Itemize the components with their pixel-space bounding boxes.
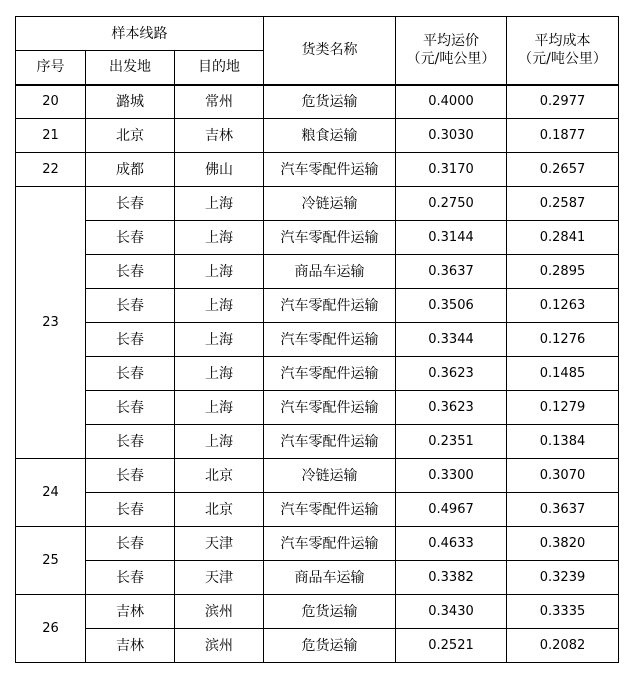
cargo-cell: 危货运输 bbox=[264, 85, 396, 119]
seq-cell: 22 bbox=[16, 153, 86, 187]
origin-cell: 长春 bbox=[86, 391, 175, 425]
avg-cost-cell: 0.2841 bbox=[507, 221, 619, 255]
header-avg-cost-title: 平均成本 bbox=[534, 33, 591, 50]
table-row bbox=[16, 527, 619, 561]
avg-cost-cell: 0.2082 bbox=[507, 629, 619, 663]
cargo-cell: 冷链运输 bbox=[264, 459, 396, 493]
table-row bbox=[16, 153, 619, 187]
table-row bbox=[16, 425, 619, 459]
table-row bbox=[16, 221, 619, 255]
destination-cell: 常州 bbox=[175, 85, 264, 119]
destination-cell: 佛山 bbox=[175, 153, 264, 187]
avg-price-cell: 0.4633 bbox=[396, 527, 507, 561]
destination-cell: 吉林 bbox=[175, 119, 264, 153]
table-row bbox=[16, 595, 619, 629]
table-row bbox=[16, 493, 619, 527]
table-row bbox=[16, 187, 619, 221]
avg-cost-cell: 0.1485 bbox=[507, 357, 619, 391]
seq-cell: 21 bbox=[16, 119, 86, 153]
destination-cell: 北京 bbox=[175, 459, 264, 493]
avg-cost-cell: 0.3637 bbox=[507, 493, 619, 527]
avg-price-cell: 0.3170 bbox=[396, 153, 507, 187]
header-avg-price-title: 平均运价 bbox=[423, 33, 479, 50]
table-row bbox=[16, 629, 619, 663]
avg-price-cell: 0.3144 bbox=[396, 221, 507, 255]
origin-cell: 长春 bbox=[86, 527, 175, 561]
origin-cell: 长春 bbox=[86, 323, 175, 357]
header-destination: 目的地 bbox=[175, 51, 264, 85]
avg-price-cell: 0.3030 bbox=[396, 119, 507, 153]
avg-cost-cell: 0.2587 bbox=[507, 187, 619, 221]
cargo-cell: 汽车零配件运输 bbox=[264, 493, 396, 527]
avg-price-cell: 0.3506 bbox=[396, 289, 507, 323]
origin-cell: 长春 bbox=[86, 187, 175, 221]
destination-cell: 上海 bbox=[175, 391, 264, 425]
header-avg-price bbox=[396, 17, 507, 85]
cargo-cell: 汽车零配件运输 bbox=[264, 289, 396, 323]
cargo-cell: 汽车零配件运输 bbox=[264, 153, 396, 187]
origin-cell: 成都 bbox=[86, 153, 175, 187]
avg-price-cell: 0.3382 bbox=[396, 561, 507, 595]
origin-cell: 吉林 bbox=[86, 595, 175, 629]
seq-cell: 26 bbox=[16, 595, 86, 663]
header-cargo-name: 货类名称 bbox=[264, 17, 396, 85]
seq-cell: 23 bbox=[16, 187, 86, 459]
origin-cell: 长春 bbox=[86, 289, 175, 323]
origin-cell: 潞城 bbox=[86, 85, 175, 119]
origin-cell: 长春 bbox=[86, 357, 175, 391]
avg-cost-cell: 0.3070 bbox=[507, 459, 619, 493]
table-row bbox=[16, 391, 619, 425]
avg-price-cell: 0.3300 bbox=[396, 459, 507, 493]
header-avg-cost bbox=[507, 17, 619, 85]
avg-price-cell: 0.4000 bbox=[396, 85, 507, 119]
origin-cell: 长春 bbox=[86, 459, 175, 493]
origin-cell: 吉林 bbox=[86, 629, 175, 663]
destination-cell: 滨州 bbox=[175, 595, 264, 629]
table-row bbox=[16, 289, 619, 323]
avg-price-cell: 0.2750 bbox=[396, 187, 507, 221]
cargo-cell: 危货运输 bbox=[264, 629, 396, 663]
seq-cell: 25 bbox=[16, 527, 86, 595]
header-seq: 序号 bbox=[16, 51, 86, 85]
origin-cell: 北京 bbox=[86, 119, 175, 153]
table-row bbox=[16, 85, 619, 119]
avg-cost-cell: 0.1263 bbox=[507, 289, 619, 323]
origin-cell: 长春 bbox=[86, 493, 175, 527]
avg-cost-cell: 0.2977 bbox=[507, 85, 619, 119]
avg-price-cell: 0.4967 bbox=[396, 493, 507, 527]
avg-price-cell: 0.2521 bbox=[396, 629, 507, 663]
table-row bbox=[16, 119, 619, 153]
avg-price-cell: 0.3430 bbox=[396, 595, 507, 629]
table-row bbox=[16, 561, 619, 595]
avg-cost-cell: 0.1279 bbox=[507, 391, 619, 425]
cargo-cell: 商品车运输 bbox=[264, 255, 396, 289]
avg-price-cell: 0.3637 bbox=[396, 255, 507, 289]
table-body bbox=[16, 85, 619, 663]
destination-cell: 上海 bbox=[175, 425, 264, 459]
header-avg-cost-unit: （元/吨公里） bbox=[518, 51, 607, 68]
cargo-cell: 粮食运输 bbox=[264, 119, 396, 153]
destination-cell: 北京 bbox=[175, 493, 264, 527]
destination-cell: 上海 bbox=[175, 357, 264, 391]
avg-cost-cell: 0.3820 bbox=[507, 527, 619, 561]
avg-cost-cell: 0.2895 bbox=[507, 255, 619, 289]
cargo-cell: 危货运输 bbox=[264, 595, 396, 629]
table-row bbox=[16, 357, 619, 391]
destination-cell: 上海 bbox=[175, 187, 264, 221]
header-route-sample: 样本线路 bbox=[16, 17, 264, 51]
destination-cell: 天津 bbox=[175, 527, 264, 561]
cargo-cell: 汽车零配件运输 bbox=[264, 425, 396, 459]
cargo-cell: 冷链运输 bbox=[264, 187, 396, 221]
destination-cell: 天津 bbox=[175, 561, 264, 595]
avg-price-cell: 0.3623 bbox=[396, 357, 507, 391]
destination-cell: 上海 bbox=[175, 323, 264, 357]
cargo-cell: 汽车零配件运输 bbox=[264, 357, 396, 391]
table-row bbox=[16, 459, 619, 493]
seq-cell: 20 bbox=[16, 85, 86, 119]
origin-cell: 长春 bbox=[86, 221, 175, 255]
avg-price-cell: 0.3623 bbox=[396, 391, 507, 425]
cargo-cell: 汽车零配件运输 bbox=[264, 221, 396, 255]
destination-cell: 上海 bbox=[175, 289, 264, 323]
destination-cell: 上海 bbox=[175, 221, 264, 255]
cargo-cell: 汽车零配件运输 bbox=[264, 391, 396, 425]
avg-cost-cell: 0.1877 bbox=[507, 119, 619, 153]
header-avg-price-unit: （元/吨公里） bbox=[406, 51, 496, 68]
destination-cell: 滨州 bbox=[175, 629, 264, 663]
destination-cell: 上海 bbox=[175, 255, 264, 289]
freight-rate-table bbox=[15, 16, 619, 663]
avg-price-cell: 0.3344 bbox=[396, 323, 507, 357]
cargo-cell: 汽车零配件运输 bbox=[264, 323, 396, 357]
avg-cost-cell: 0.2657 bbox=[507, 153, 619, 187]
origin-cell: 长春 bbox=[86, 255, 175, 289]
avg-cost-cell: 0.1384 bbox=[507, 425, 619, 459]
avg-price-cell: 0.2351 bbox=[396, 425, 507, 459]
origin-cell: 长春 bbox=[86, 425, 175, 459]
avg-cost-cell: 0.1276 bbox=[507, 323, 619, 357]
cargo-cell: 商品车运输 bbox=[264, 561, 396, 595]
table-row bbox=[16, 323, 619, 357]
cargo-cell: 汽车零配件运输 bbox=[264, 527, 396, 561]
avg-cost-cell: 0.3239 bbox=[507, 561, 619, 595]
seq-cell: 24 bbox=[16, 459, 86, 527]
origin-cell: 长春 bbox=[86, 561, 175, 595]
table-row bbox=[16, 255, 619, 289]
header-origin: 出发地 bbox=[86, 51, 175, 85]
avg-cost-cell: 0.3335 bbox=[507, 595, 619, 629]
